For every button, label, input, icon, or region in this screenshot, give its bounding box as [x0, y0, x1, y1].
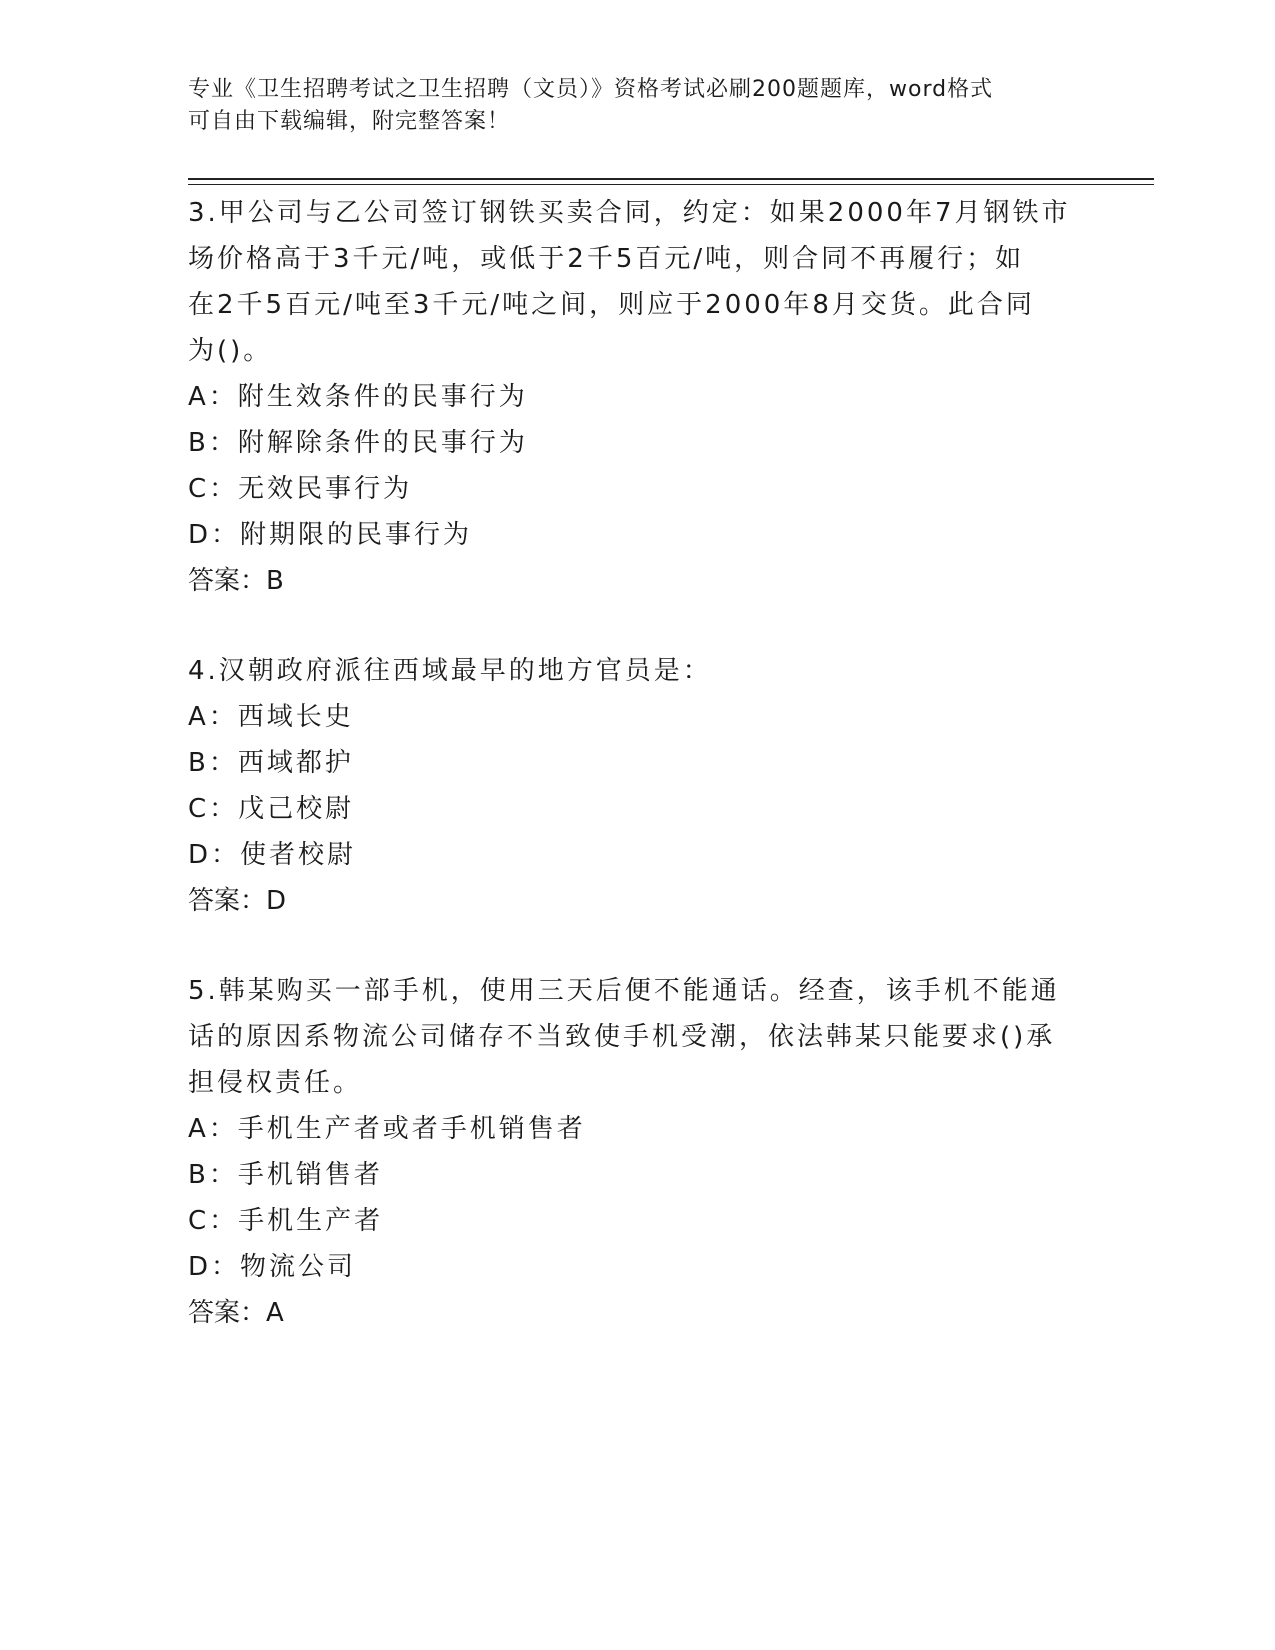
header-line-1: 专业《卫生招聘考试之卫生招聘（文员）》资格考试必刷200题题库，word格式: [188, 77, 994, 102]
document-header: [188, 74, 1068, 138]
option-b: B：西域都护: [188, 748, 354, 778]
option-c: C：无效民事行为: [188, 474, 413, 504]
option-a: A：手机生产者或者手机销售者: [188, 1114, 586, 1144]
option-a: A：西域长史: [188, 702, 354, 732]
question-5: [188, 968, 1088, 1336]
question-list: [188, 190, 1088, 1336]
question-stem-line: 为()。: [188, 336, 273, 366]
question-stem-line: 4.汉朝政府派往西域最早的地方官员是：: [188, 656, 712, 686]
question-stem-line: 3.甲公司与乙公司签订钢铁买卖合同，约定：如果2000年7月钢铁市: [188, 198, 1071, 228]
option-d: D：物流公司: [188, 1252, 357, 1282]
answer-line: 答案：A: [188, 1298, 284, 1328]
question-stem-line: 5.韩某购买一部手机，使用三天后便不能通话。经查，该手机不能通: [188, 976, 1060, 1006]
option-d: D：使者校尉: [188, 840, 357, 870]
question-spacer: [188, 924, 1088, 968]
question-3: [188, 190, 1088, 604]
question-stem-line: 场价格高于3千元/吨，或低于2千5百元/吨，则合同不再履行；如: [188, 244, 1025, 274]
question-spacer: [188, 604, 1088, 648]
header-divider-thick: [188, 178, 1154, 180]
option-d: D：附期限的民事行为: [188, 520, 473, 550]
answer-line: 答案：D: [188, 886, 287, 916]
option-c: C：手机生产者: [188, 1206, 384, 1236]
question-stem-line: 话的原因系物流公司储存不当致使手机受潮，依法韩某只能要求()承: [188, 1022, 1056, 1052]
header-divider-thin: [188, 184, 1154, 185]
question-stem-line: 担侵权责任。: [188, 1068, 363, 1098]
option-c: C：戊己校尉: [188, 794, 355, 824]
option-b: B：附解除条件的民事行为: [188, 428, 528, 458]
header-line-2: 可自由下载编辑，附完整答案！: [188, 109, 511, 134]
question-4: [188, 648, 1088, 924]
answer-line: 答案：B: [188, 566, 284, 596]
question-stem-line: 在2千5百元/吨至3千元/吨之间，则应于2000年8月交货。此合同: [188, 290, 1035, 320]
option-a: A：附生效条件的民事行为: [188, 382, 528, 412]
option-b: B：手机销售者: [188, 1160, 383, 1190]
